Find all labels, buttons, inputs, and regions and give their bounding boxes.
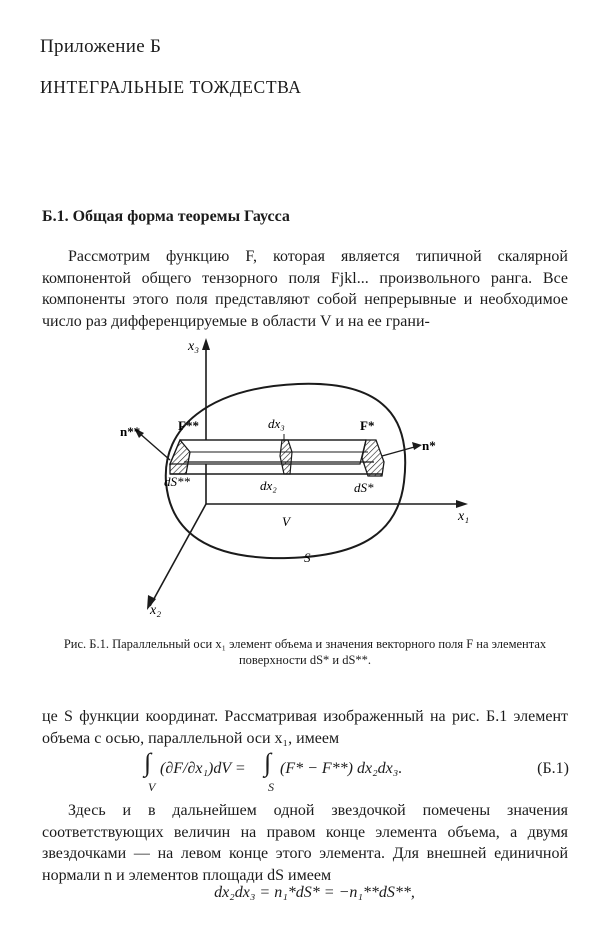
equation-normals: dx₂dx₃ = n₁*dS* = −n₁**dS**, — [214, 884, 415, 901]
label-x1: x₁ — [458, 509, 470, 524]
integral-sign-right: ∫ — [264, 748, 272, 777]
appendix-label: Приложение Б — [40, 36, 162, 57]
label-S: S — [304, 550, 311, 565]
middle-slab — [280, 440, 292, 474]
label-dx2: dx₂ — [260, 478, 277, 493]
label-F-left: F** — [178, 418, 199, 433]
normal-left — [138, 432, 170, 460]
normal-right — [382, 446, 418, 456]
equation-b1-right: (F* − F**) dx₂dx₃. — [280, 760, 403, 777]
paragraph-volume-element: це S функции координат. Рассматривая изображенный на рис. Б.1 элемент объема с осью, параллельной оси x₁, имеем — [42, 708, 568, 747]
paragraph-notation: Здесь и в дальнейшем одной звездочкой помечены значения соответствующих величин на правом конце элемента объема, а двумя звездочками — на левом конце этого элемента. Для внешней единичной нормали n и элементов площади dS имеем — [42, 802, 568, 884]
label-F-right: F* — [360, 418, 375, 433]
label-x3: x₃ — [188, 339, 200, 354]
label-x2: x₂ — [150, 603, 162, 618]
axis-x3-arrow — [202, 338, 210, 350]
label-V: V — [282, 514, 290, 529]
equation-b1-left: (∂F/∂x₁)dV = — [160, 760, 246, 777]
equation-b1 — [144, 748, 569, 794]
figure-volume-element — [118, 336, 508, 618]
integral-sign-left: ∫ — [144, 748, 152, 777]
label-n-left: n** — [120, 424, 141, 439]
equation-number: (Б.1) — [537, 760, 569, 777]
paragraph-intro: Рассмотрим функцию F, которая является типичной скалярной компонентой общего тензорного поля Fjkl... произвольного ранга. Все компоненты этого поля представляют собой непрерывные и необходимое число раз дифференцируемые в области V и на ее грани- — [42, 248, 568, 330]
axis-x1-arrow — [456, 500, 468, 508]
label-dx3: dx₃ — [268, 416, 285, 431]
right-end-cap — [362, 440, 384, 476]
figure-caption: Рис. Б.1. Параллельный оси x₁ элемент объема и значения векторного поля F на элементах поверхности dS* и dS**. — [63, 637, 547, 667]
label-n-right: n* — [422, 438, 436, 453]
label-dS-right: dS* — [354, 480, 374, 495]
chapter-title: ИНТЕГРАЛЬНЫЕ ТОЖДЕСТВА — [40, 77, 302, 97]
integral-domain-right: S — [268, 780, 274, 794]
integral-domain-left: V — [148, 780, 156, 794]
normal-right-arrow — [412, 442, 422, 450]
label-dS-left: dS** — [164, 474, 190, 489]
section-heading: Б.1. Общая форма теоремы Гаусса — [42, 208, 290, 225]
